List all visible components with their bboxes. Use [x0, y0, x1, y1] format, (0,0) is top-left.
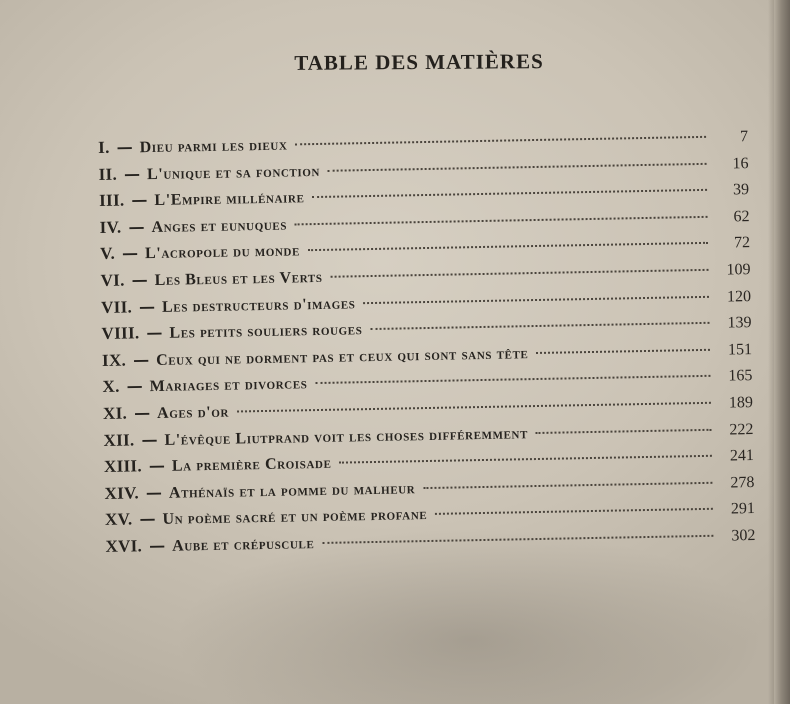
dot-leader — [536, 349, 710, 354]
chapter-title: L'évêque Liutprand voit les choses différemment — [164, 424, 529, 449]
dot-leader — [328, 162, 707, 171]
chapter-number: III. — [98, 190, 125, 211]
chapter-title: Un poème sacré et un poème profane — [162, 506, 428, 529]
separator-dash: — — [138, 296, 156, 316]
chapter-number: V. — [99, 244, 116, 264]
chapter-number: XIII. — [103, 456, 143, 477]
dot-leader — [295, 136, 706, 146]
chapter-title: Les destructeurs d'images — [161, 294, 356, 316]
page-number: 7 — [739, 128, 749, 146]
chapter-title: L'unique et sa fonction — [146, 162, 321, 183]
chapter-title: Mariages et divorces — [149, 375, 308, 396]
page-number: 241 — [729, 447, 755, 465]
dot-leader — [237, 402, 711, 413]
chapter-title: Ages d'or — [156, 403, 230, 422]
chapter-number: VI. — [100, 270, 125, 290]
chapter-title: Aube et crépuscule — [171, 535, 315, 555]
dot-leader — [322, 535, 713, 544]
separator-dash: — — [128, 216, 145, 237]
chapter-title: Ceux qui ne dorment pas et ceux qui sont sans tête — [155, 344, 529, 369]
separator-dash: — — [133, 403, 151, 423]
chapter-number: VIII. — [101, 323, 140, 344]
page-number: 222 — [729, 420, 754, 439]
dot-leader — [330, 269, 708, 278]
dot-leader — [370, 322, 709, 330]
chapter-number: XVI. — [105, 536, 143, 556]
separator-dash: — — [126, 376, 143, 396]
page-number: 302 — [731, 526, 756, 545]
page-number: 139 — [727, 314, 752, 332]
separator-dash: — — [141, 429, 158, 449]
page-number: 120 — [726, 287, 752, 306]
separator-dash: — — [121, 243, 139, 263]
separator-dash: — — [132, 349, 150, 370]
chapter-number: XI. — [102, 403, 128, 423]
chapter-number: XIV. — [104, 483, 140, 503]
separator-dash: — — [148, 455, 166, 476]
separator-dash: — — [148, 535, 166, 556]
chapter-title: Les Bleus et les Verts — [154, 268, 323, 289]
separator-dash: — — [131, 270, 148, 290]
dot-leader — [295, 216, 708, 226]
dot-leader — [315, 375, 710, 384]
page-number: 16 — [732, 154, 749, 172]
page-number: 72 — [733, 234, 751, 252]
page-number: 278 — [730, 473, 755, 492]
chapter-title: Anges et eunuques — [151, 216, 288, 236]
dot-leader — [536, 428, 712, 433]
chapter-number: I. — [98, 137, 110, 157]
separator-dash: — — [123, 163, 141, 184]
separator-dash: — — [116, 137, 133, 157]
chapter-number: IV. — [99, 217, 122, 237]
dot-leader — [312, 189, 707, 198]
dot-leader — [435, 508, 713, 515]
chapter-title: L'Empire millénaire — [154, 189, 305, 210]
chapter-title: Athénaïs et la pomme du malheur — [168, 479, 416, 502]
chapter-title: Dieu parmi les dieux — [139, 136, 288, 157]
separator-dash: — — [146, 323, 163, 343]
chapter-number: II. — [98, 164, 118, 184]
dot-leader — [363, 295, 709, 303]
dot-leader — [308, 242, 708, 251]
separator-dash: — — [131, 190, 148, 210]
chapter-number: X. — [102, 376, 120, 397]
chapter-number: VII. — [100, 296, 133, 317]
separator-dash: — — [139, 509, 156, 529]
page-number: 39 — [732, 181, 750, 199]
page-number: 151 — [727, 340, 753, 359]
page-number: 189 — [728, 393, 754, 412]
page-number: 62 — [733, 207, 750, 226]
chapter-number: IX. — [101, 350, 127, 370]
page-edge — [774, 0, 790, 704]
chapter-number: XII. — [103, 429, 135, 450]
page-number: 165 — [728, 367, 753, 385]
page-title: TABLE DES MATIÈRES — [294, 49, 544, 75]
chapter-title: Les petits souliers rouges — [169, 321, 363, 342]
chapter-number: XV. — [104, 509, 133, 530]
page-number: 109 — [726, 261, 751, 279]
page-number: 291 — [730, 500, 756, 518]
table-of-contents — [98, 126, 756, 563]
chapter-title: L'acropole du monde — [144, 242, 301, 263]
separator-dash: — — [145, 482, 163, 502]
dot-leader — [339, 455, 712, 464]
chapter-title: La première Croisade — [171, 454, 332, 475]
dot-leader — [423, 482, 712, 489]
